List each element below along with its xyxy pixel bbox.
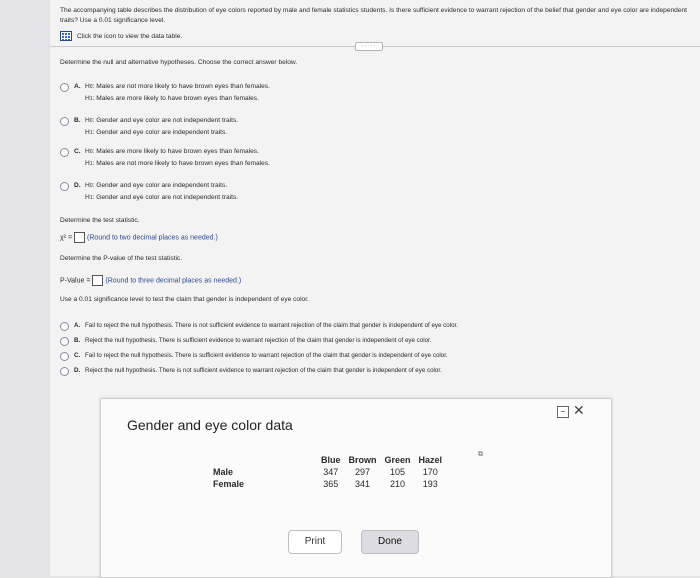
radio-button[interactable]	[60, 352, 69, 361]
conclusion-option-b[interactable]: B. Reject the null hypothesis. There is sufficient evidence to warrant rejection of the claim that gender is independent of eye color.	[60, 335, 431, 346]
test-stat-input[interactable]	[74, 232, 85, 243]
eye-color-table	[209, 454, 446, 490]
minimize-icon[interactable]: −	[557, 406, 569, 418]
hypothesis-option-a[interactable]: A. H0: Males are not more likely to have brown eyes than females. H1: Males are more likely to have brown eyes than females.	[60, 81, 270, 105]
close-icon[interactable]: ✕	[573, 402, 585, 418]
radio-button[interactable]	[60, 182, 69, 191]
pvalue-hint: (Round to three decimal places as needed.)	[105, 277, 242, 285]
hypotheses-prompt: Determine the null and alternative hypotheses. Choose the correct answer below.	[60, 59, 298, 66]
table-cell: 347	[323, 467, 339, 477]
conclusion-option-c[interactable]: C. Fail to reject the null hypothesis. There is sufficient evidence to warrant rejection of the claim that gender is independent of eye color.	[60, 350, 448, 361]
done-button[interactable]: Done	[361, 530, 419, 554]
radio-button[interactable]	[60, 322, 69, 331]
hypothesis-option-b[interactable]: B. H0: Gender and eye color are not independent traits. H1: Gender and eye color are independent traits.	[60, 115, 238, 139]
dialog-title: Gender and eye color data	[127, 417, 293, 433]
table-cell: 105	[390, 467, 406, 477]
conclusion-option-d[interactable]: D. Reject the null hypothesis. There is not sufficient evidence to warrant rejection of the claim that gender is independent of eye color.	[60, 365, 442, 376]
table-cell: 193	[422, 479, 438, 489]
data-table-icon[interactable]	[60, 31, 72, 41]
row-label: Male	[213, 467, 234, 477]
table-cell: 365	[323, 479, 339, 489]
hypothesis-option-c[interactable]: C. H0: Males are more likely to have brown eyes than females. H1: Males are not more likely to have brown eyes than females.	[60, 146, 270, 170]
column-header: Green	[384, 455, 411, 465]
test-stat-row	[60, 232, 218, 243]
row-label: Female	[213, 479, 245, 489]
pvalue-input[interactable]	[92, 275, 103, 286]
radio-button[interactable]	[60, 337, 69, 346]
print-button[interactable]: Print	[288, 530, 342, 554]
test-stat-prompt: Determine the test statistic.	[60, 217, 140, 224]
hypothesis-option-d[interactable]: D. H0: Gender and eye color are independent traits. H1: Gender and eye color are not independent traits.	[60, 180, 238, 204]
pvalue-row	[60, 275, 241, 286]
column-header: Blue	[321, 455, 341, 465]
question-intro: The accompanying table describes the distribution of eye colors reported by male and female statistics students. Is there sufficient evidence to warrant rejection of the belief that gender and eye color are independent traits? Use a 0.01 significance level.	[60, 7, 688, 24]
table-cell: 341	[355, 479, 371, 489]
table-row	[209, 466, 446, 478]
table-cell: 297	[355, 467, 371, 477]
radio-button[interactable]	[60, 117, 69, 126]
conclusion-option-a[interactable]: A. Fail to reject the null hypothesis. There is not sufficient evidence to warrant rejection of the claim that gender is independent of eye color.	[60, 320, 458, 331]
radio-button[interactable]	[60, 83, 69, 92]
test-stat-hint: (Round to two decimal places as needed.)	[87, 234, 218, 242]
data-table-dialog	[100, 398, 612, 578]
data-table-link-text: Click the icon to view the data table.	[77, 32, 183, 40]
table-cell: 170	[422, 467, 438, 477]
column-header: Hazel	[418, 455, 443, 465]
conclusion-prompt: Use a 0.01 significance level to test the claim that gender is independent of eye color.	[60, 296, 309, 303]
pvalue-prompt: Determine the P-value of the test statistic.	[60, 255, 183, 262]
column-header: Brown	[348, 455, 377, 465]
table-cell: 210	[390, 479, 406, 489]
pvalue-label: P-Value =	[60, 277, 91, 285]
table-header-row	[209, 454, 446, 466]
radio-button[interactable]	[60, 148, 69, 157]
radio-button[interactable]	[60, 367, 69, 376]
test-stat-label: χ² =	[60, 234, 73, 242]
data-table-link[interactable]	[60, 31, 182, 41]
table-row	[209, 478, 446, 490]
copy-icon[interactable]: ⧉	[478, 451, 483, 458]
expand-ellipsis-button[interactable]: ·····	[355, 42, 383, 51]
